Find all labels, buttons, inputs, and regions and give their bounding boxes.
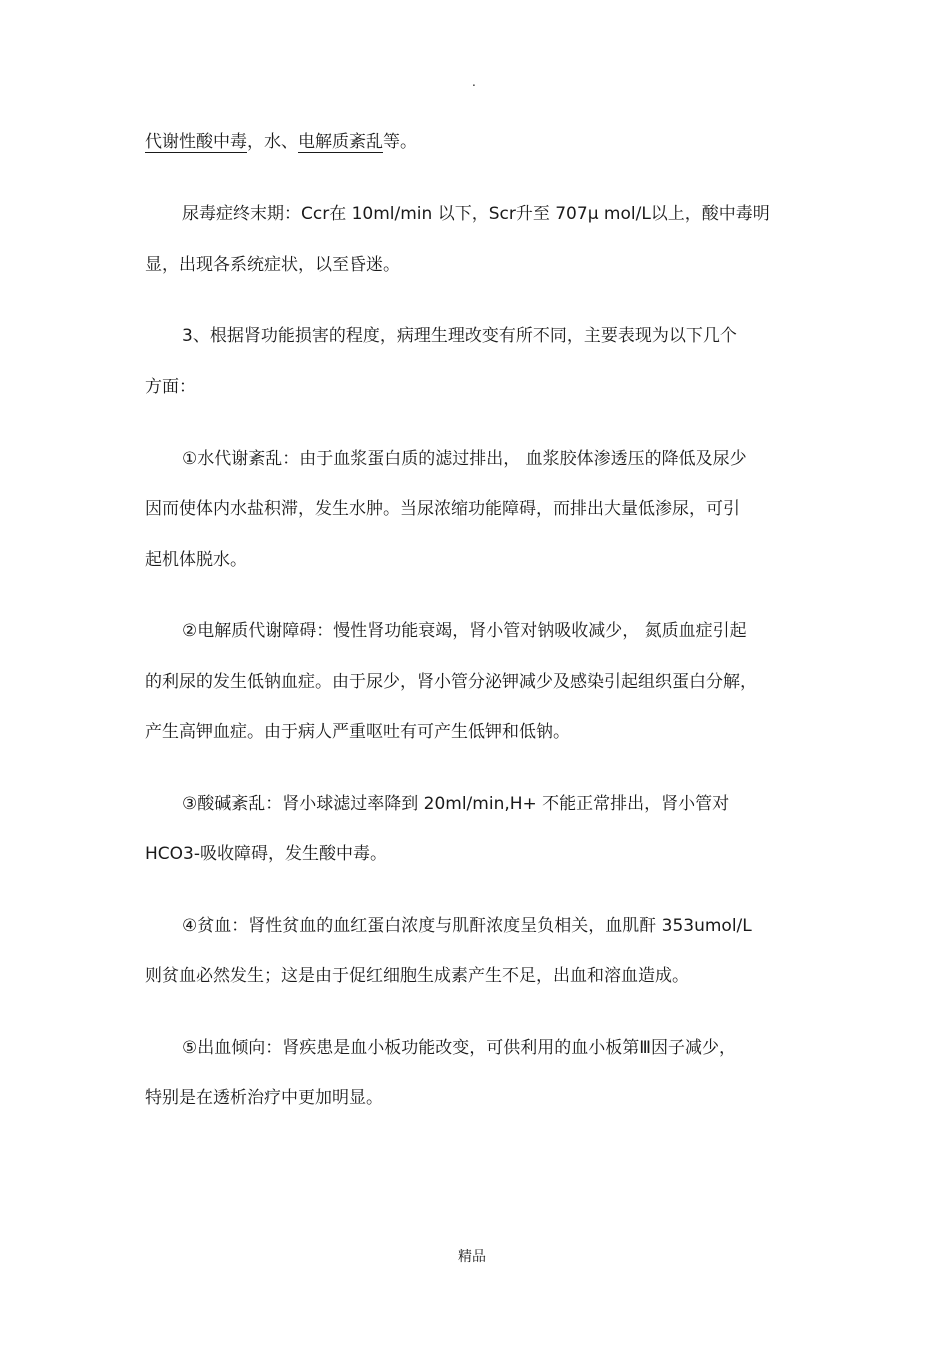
paragraph-2-line-2: 方面： bbox=[145, 377, 196, 397]
paragraph-4-line-1: ②电解质代谢障碍：慢性肾功能衰竭，肾小管对钠吸收减少， 氮质血症引起 bbox=[182, 621, 747, 641]
paragraph-7-line-1: ⑤出血倾向：肾疾患是血小板功能改变，可供利用的血小板第Ⅲ因子减少， bbox=[182, 1038, 736, 1058]
text-etc: 等。 bbox=[383, 132, 417, 152]
text-water: ，水、 bbox=[247, 132, 298, 152]
paragraph-3-line-1: ①水代谢紊乱：由于血浆蛋白质的滤过排出， 血浆胶体渗透压的降低及尿少 bbox=[182, 449, 747, 469]
paragraph-1-line-1: 尿毒症终末期：Ccr在 10ml/min 以下，Scr升至 707μ mol/L以上，酸中毒明 bbox=[182, 204, 770, 224]
paragraph-4-line-3: 产生高钾血症。由于病人严重呕吐有可产生低钾和低钠。 bbox=[145, 722, 570, 742]
header-dot: . bbox=[472, 75, 476, 89]
paragraph-3-line-3: 起机体脱水。 bbox=[145, 550, 247, 570]
paragraph-2-line-1: 3、根据肾功能损害的程度，病理生理改变有所不同，主要表现为以下几个 bbox=[182, 326, 737, 346]
paragraph-0-line-1 bbox=[145, 131, 417, 153]
paragraph-5-line-1: ③酸碱紊乱：肾小球滤过率降到 20ml/min,H+ 不能正常排出，肾小管对 bbox=[182, 794, 730, 814]
term-metabolic-acidosis: 代谢性酸中毒 bbox=[145, 132, 247, 152]
paragraph-4-line-2: 的利尿的发生低钠血症。由于尿少，肾小管分泌钾减少及感染引起组织蛋白分解， bbox=[145, 672, 757, 692]
paragraph-6-line-1: ④贫血：肾性贫血的血红蛋白浓度与肌酐浓度呈负相关，血肌酐 353umol/L bbox=[182, 916, 752, 936]
paragraph-7-line-2: 特别是在透析治疗中更加明显。 bbox=[145, 1088, 383, 1108]
paragraph-1-line-2: 显，出现各系统症状，以至昏迷。 bbox=[145, 255, 400, 275]
footer-label: 精品 bbox=[458, 1249, 486, 1265]
term-electrolyte-disorder: 电解质紊乱 bbox=[298, 132, 383, 152]
paragraph-6-line-2: 则贫血必然发生；这是由于促红细胞生成素产生不足，出血和溶血造成。 bbox=[145, 966, 689, 986]
paragraph-5-line-2: HCO3-吸收障碍，发生酸中毒。 bbox=[145, 844, 387, 864]
paragraph-3-line-2: 因而使体内水盐积滞，发生水肿。当尿浓缩功能障碍，而排出大量低渗尿，可引 bbox=[145, 499, 740, 519]
